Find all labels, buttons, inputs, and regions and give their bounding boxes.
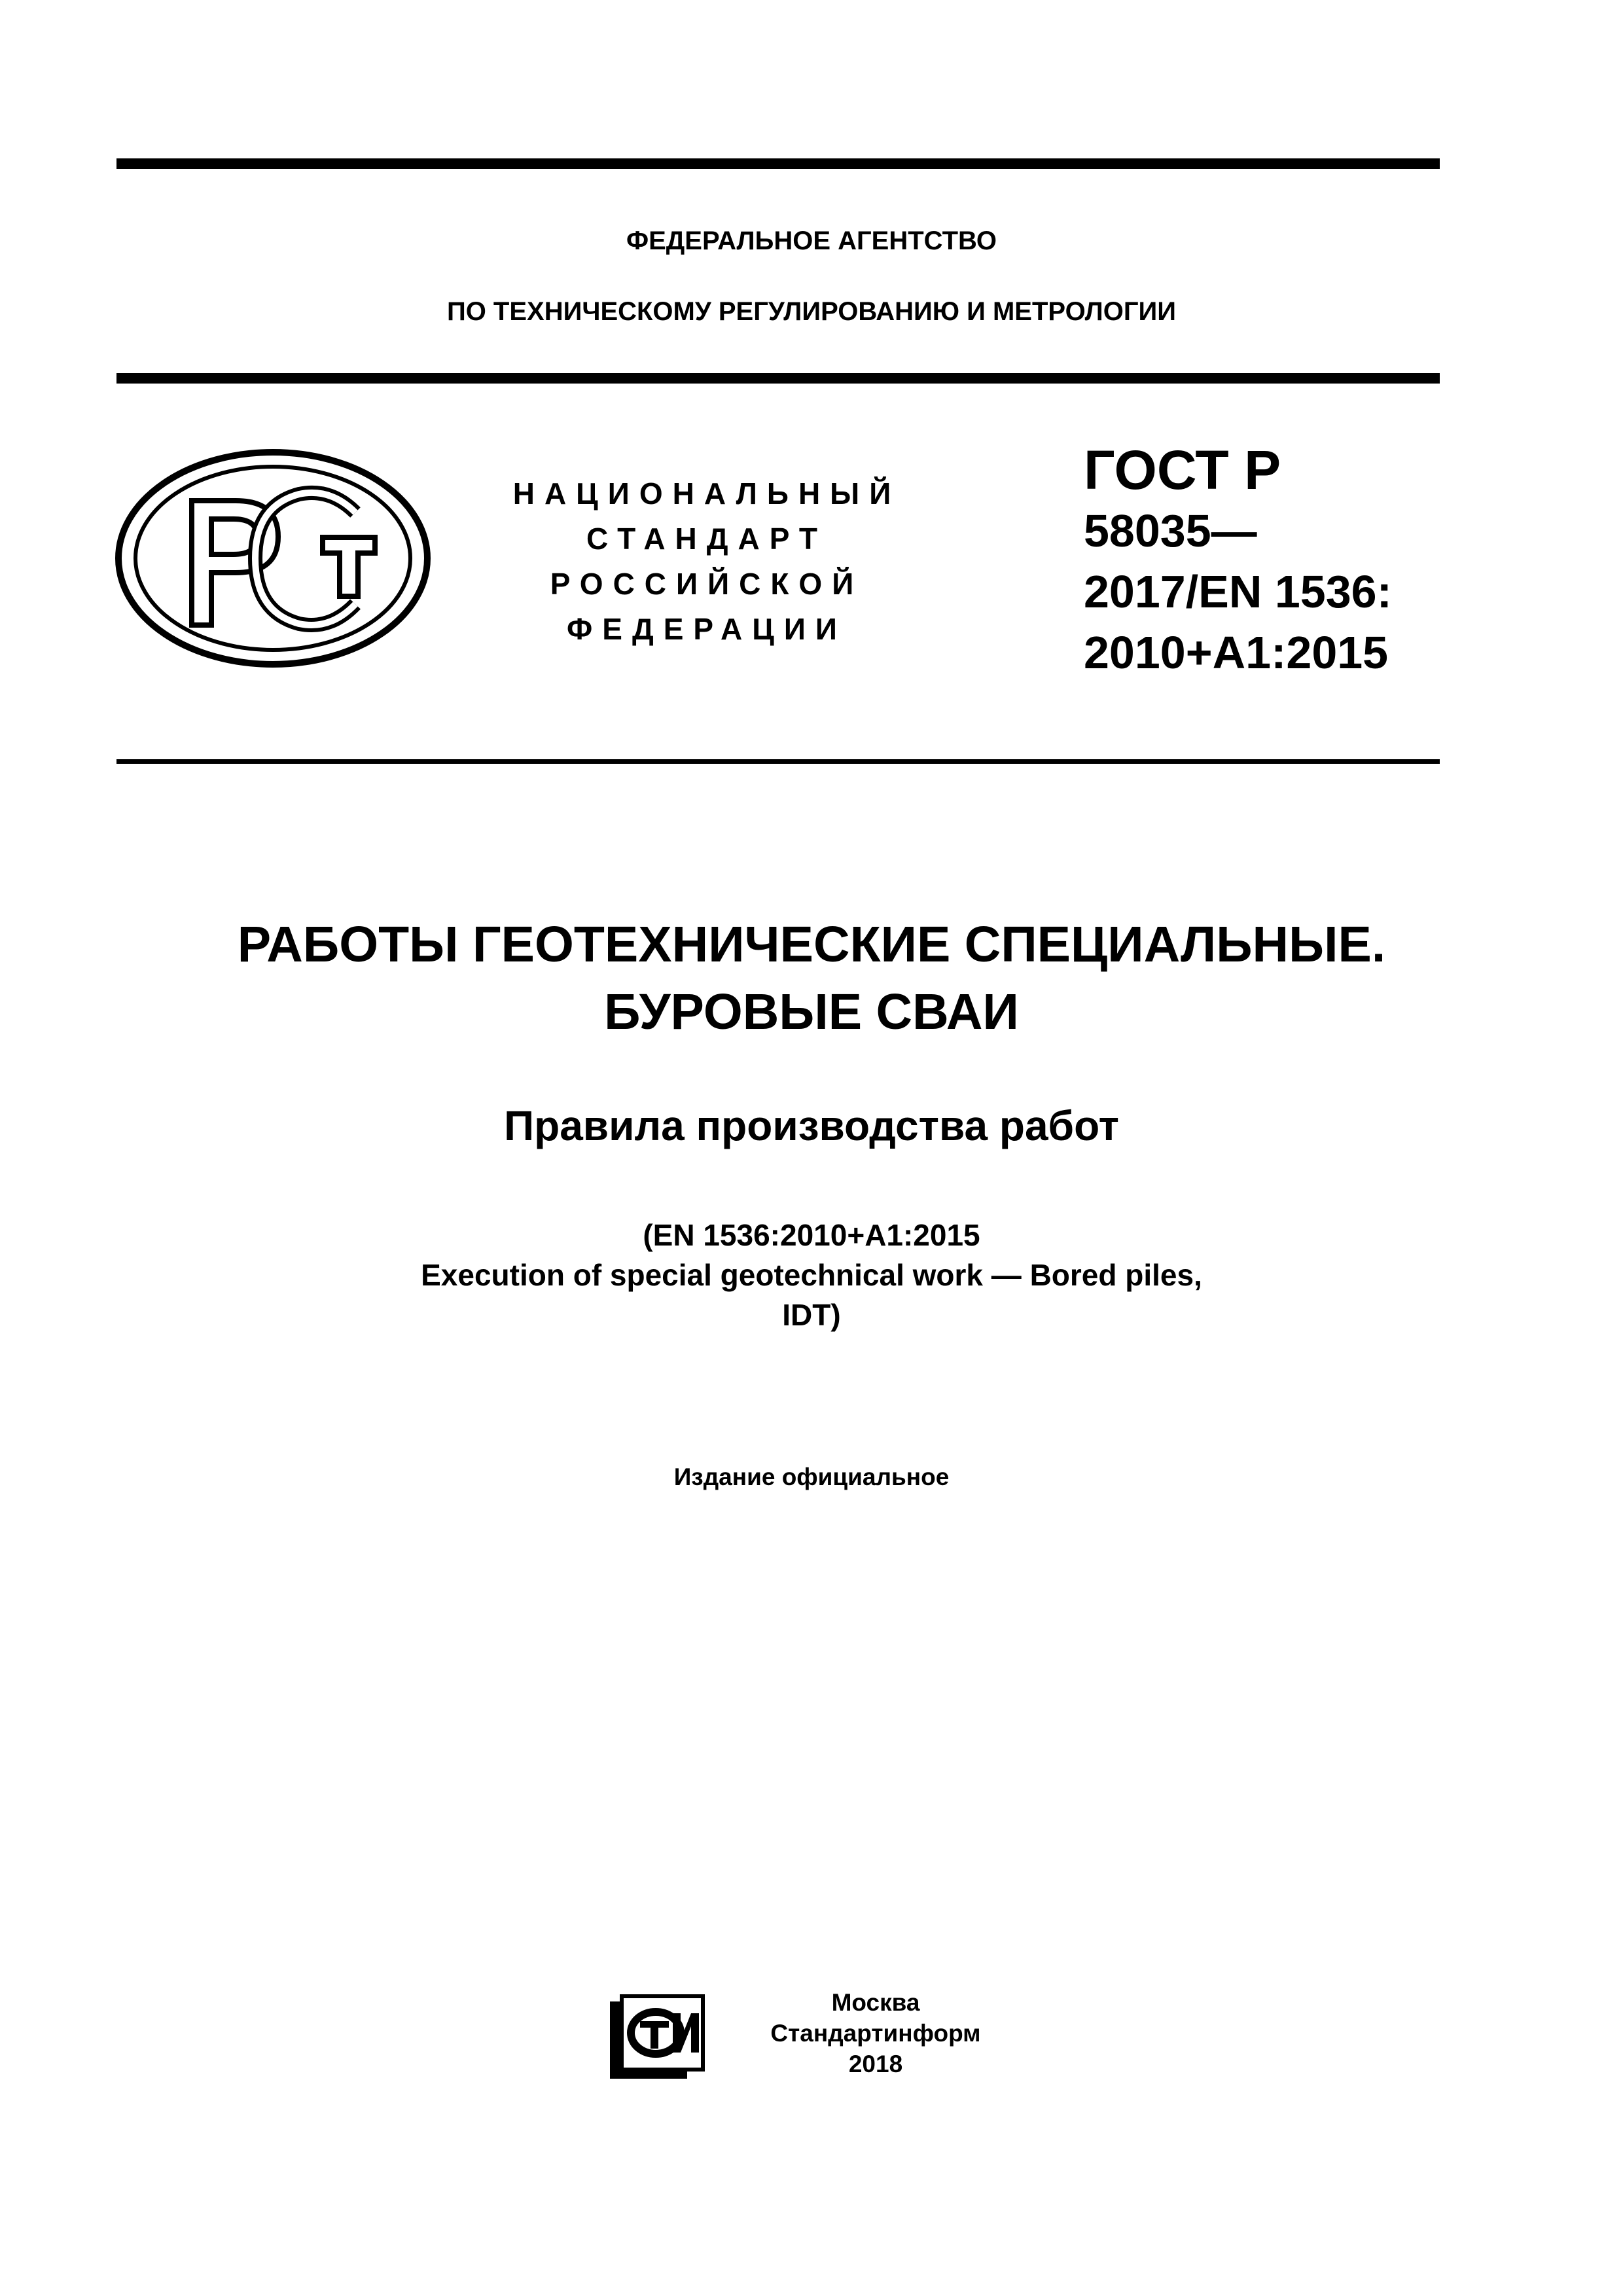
designation-line2: 58035— (1084, 505, 1257, 556)
publisher-block (725, 1987, 1026, 2079)
publisher-city: Москва (831, 1989, 920, 2016)
en-reference-line3: IDT) (782, 1298, 841, 1332)
rst-conformity-mark-icon (115, 448, 432, 668)
document-title-line1: РАБОТЫ ГЕОТЕХНИЧЕСКИЕ СПЕЦИАЛЬНЫЕ. (237, 916, 1386, 973)
standard-type-block (484, 471, 929, 652)
standard-type-line4: ФЕДЕРАЦИИ (567, 612, 847, 646)
standard-type-line1: НАЦИОНАЛЬНЫЙ (512, 476, 901, 511)
en-reference-line1: (EN 1536:2010+A1:2015 (643, 1218, 980, 1252)
agency-name-line2: ПО ТЕХНИЧЕСКОМУ РЕГУЛИРОВАНИЮ И МЕТРОЛОГИИ (446, 297, 1177, 326)
publisher-name: Стандартинформ (770, 2020, 981, 2047)
en-reference-line2: Execution of special geotechnical work — Bored piles, (421, 1258, 1202, 1292)
standartinform-logo-icon (607, 1994, 705, 2081)
edition-label: Издание официальное (673, 1463, 950, 1490)
designation-rule (116, 759, 1440, 764)
standard-designation (1084, 440, 1392, 683)
document-title-line2: БУРОВЫЕ СВАИ (604, 984, 1019, 1040)
designation-line3: 2017/EN 1536: (1084, 566, 1392, 617)
standard-type-line2: СТАНДАРТ (586, 522, 827, 556)
top-rule (116, 158, 1440, 169)
standard-type-line3: РОССИЙСКОЙ (550, 567, 864, 601)
publisher-year: 2018 (848, 2051, 903, 2077)
designation-line4: 2010+A1:2015 (1084, 627, 1389, 678)
designation-line1: ГОСТ Р (1084, 439, 1281, 501)
document-subtitle: Правила производства работ (504, 1102, 1119, 1149)
header-rule (116, 373, 1440, 384)
agency-name-line1: ФЕДЕРАЛЬНОЕ АГЕНТСТВО (626, 226, 997, 255)
